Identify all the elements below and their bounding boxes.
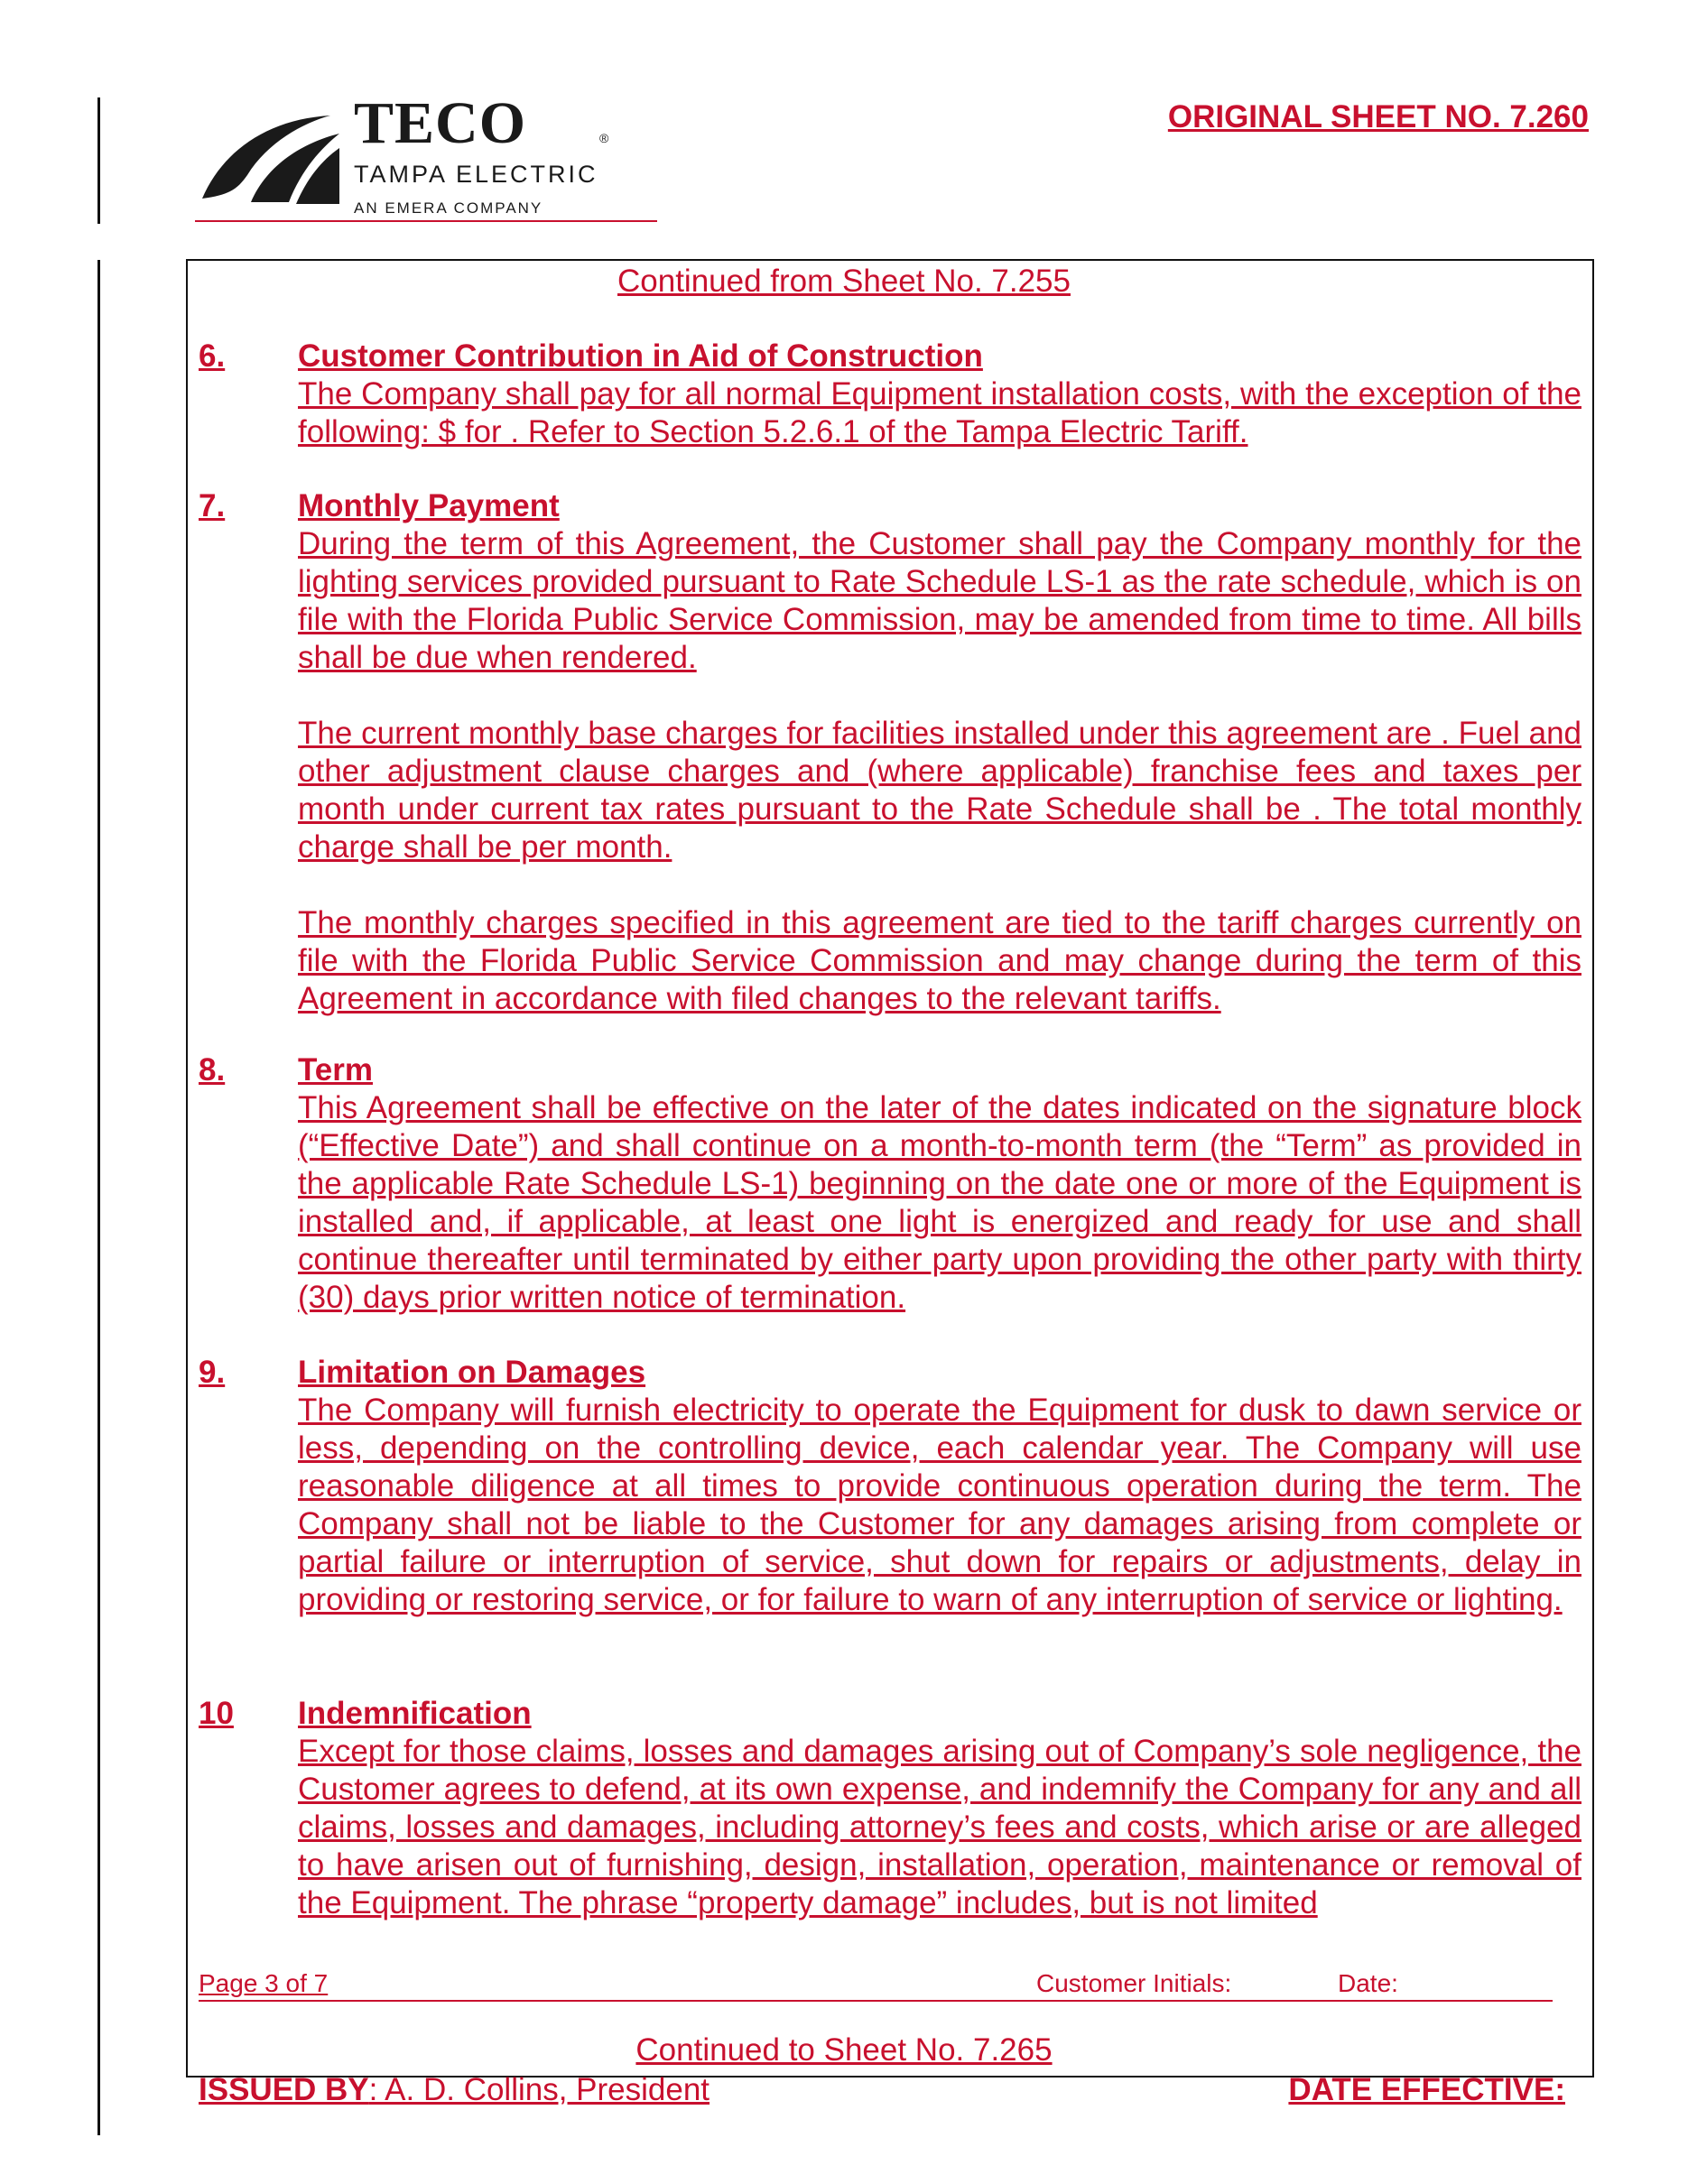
section-8: [199, 1051, 1581, 1317]
section-paragraph: Except for those claims, losses and damages arising out of Company’s sole negligence, the Customer agrees to defend, at its own expense, and indemnify the Company for any and all claims, losses and damages, including attorney’s fees and costs, which arise or are alleged to have arisen out of furnishing, design, installation, operation, maintenance or removal of the Equipment. The phrase “property damage” includes, but is not limited: [298, 1734, 1581, 1920]
revision-bar-main: [97, 260, 100, 2135]
sheet-number: ORIGINAL SHEET NO. 7.260: [1167, 99, 1589, 134]
section-heading: [199, 338, 1581, 375]
page-footer: [199, 1969, 1553, 2002]
logo-company-text: TECO: [354, 97, 527, 156]
section-heading: [199, 1051, 1581, 1089]
section-paragraph: During the term of this Agreement, the Customer shall pay the Company monthly for the lighting services provided pursuant to Rate Schedule LS-1 as the rate schedule, which is on file with the Florida Public Service Commission, may be amended from time to time. All bills shall be due when rendered.: [298, 526, 1581, 675]
section-title: Monthly Payment: [298, 488, 560, 523]
date-label: Date:: [1338, 1969, 1398, 1997]
section-paragraph: The current monthly base charges for facilities installed under this agreement are . Fuel and other adjustment clause charges and (where applicable) franchise fees and taxes per month under current tax rates pursuant to the Rate Schedule shall be . The total monthly charge shall be per month.: [298, 716, 1581, 865]
section-paragraph: This Agreement shall be effective on the later of the dates indicated on the signature block (“Effective Date”) and shall continue on a month-to-month term (the “Term” as provided in the applicable Rate Schedule LS-1) beginning on the date one or more of the Equipment is installed and, if applicable, at least one light is energized and ready for use and shall continue thereafter until terminated by either party upon providing the other party with thirty (30) days prior written notice of termination.: [298, 1090, 1581, 1315]
issued-by: [199, 2072, 710, 2108]
section-paragraph: The Company shall pay for all normal Equipment installation costs, with the exception of the following: $ for . Refer to Section 5.2.6.1 of the Tampa Electric Tariff.: [298, 376, 1581, 449]
section-title: Customer Contribution in Aid of Construction: [298, 338, 983, 374]
logo-parent-text: AN EMERA COMPANY: [354, 199, 543, 217]
section-10: [199, 1695, 1581, 1922]
date-effective: DATE EFFECTIVE:: [1288, 2072, 1565, 2107]
section-heading: [199, 1354, 1581, 1392]
section-number: 8.: [199, 1052, 226, 1087]
page-number: Page 3 of 7: [199, 1969, 329, 1997]
section-paragraph: The Company will furnish electricity to operate the Equipment for dusk to dawn service or less, depending on the controlling device, each calendar year. The Company will use reasonable diligence at all times to provide continuous operation during the term. The Company shall not be liable to the Customer for any damages arising from complete or partial failure or interruption of service, shut down for repairs or adjustments, delay in providing or restoring service, or for failure to warn of any interruption of service or lighting.: [298, 1393, 1581, 1617]
issued-by-value: : A. D. Collins, President: [368, 2072, 710, 2107]
customer-initials-label: Customer Initials:: [1036, 1969, 1232, 1997]
section-heading: [199, 1695, 1581, 1733]
section-number: 7.: [199, 488, 226, 523]
teco-swoosh-logo-icon: [202, 116, 339, 204]
section-6: [199, 338, 1581, 451]
section-paragraph: The monthly charges specified in this agreement are tied to the tariff charges currently on file with the Florida Public Service Commission and may change during the term of this Agreement in accordance with filed changes to the relevant tariffs.: [298, 905, 1581, 1016]
logo-division-text: TAMPA ELECTRIC: [354, 161, 598, 188]
section-number: 6.: [199, 338, 226, 374]
section-title: Limitation on Damages: [298, 1355, 646, 1390]
section-title: Indemnification: [298, 1696, 532, 1731]
section-9: [199, 1354, 1581, 1619]
logo-underline: [195, 220, 657, 222]
section-title: Term: [298, 1052, 373, 1087]
section-heading: [199, 487, 1581, 525]
continued-from: Continued from Sheet No. 7.255: [617, 264, 1071, 299]
logo-registered-mark: ®: [599, 131, 609, 145]
section-7: [199, 487, 1581, 1018]
section-number: 10: [199, 1696, 234, 1731]
section-number: 9.: [199, 1355, 226, 1390]
issued-by-label: ISSUED BY: [199, 2072, 369, 2107]
teco-logo: [195, 97, 664, 224]
continued-to: Continued to Sheet No. 7.265: [635, 2032, 1053, 2068]
revision-bar-top: [97, 97, 100, 224]
